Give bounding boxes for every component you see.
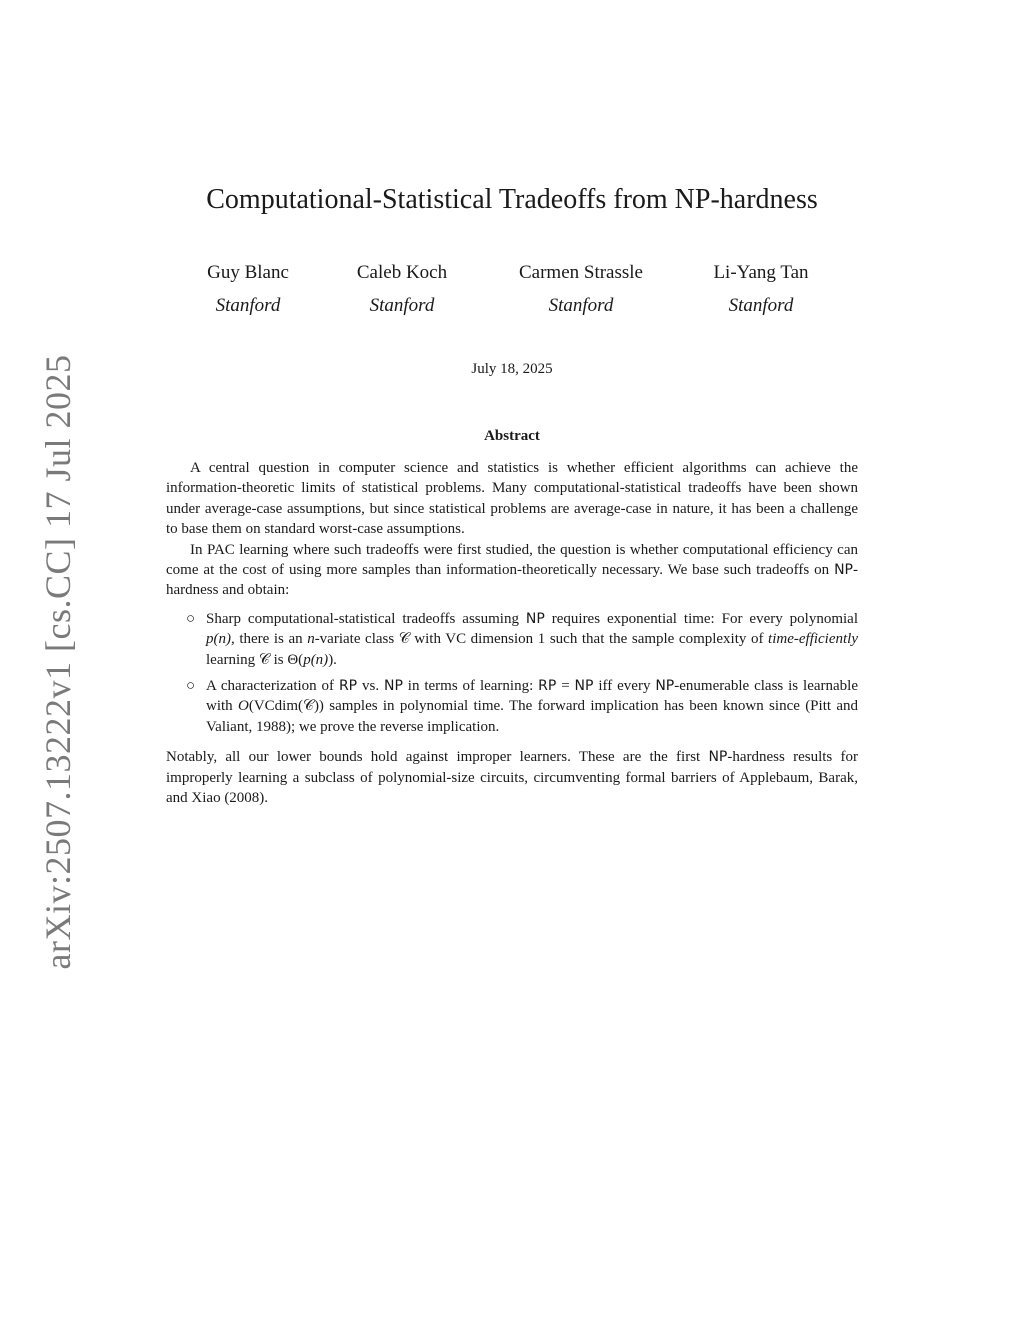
circle-bullet-icon: ○	[186, 678, 196, 695]
author-block	[357, 260, 447, 326]
author-name: Guy Blanc	[207, 262, 289, 283]
publication-date: July 18, 2025	[471, 361, 553, 377]
author-block	[207, 260, 289, 326]
abstract-paragraph: A central question in computer science and statistics is whether efficient algorithms can achieve the information-theoretic limits of statistical problems. Many computational-statistical tradeoffs have been shown under average-case assumptions, but since statistical problems are average-case in nature, it has been a challenge to base them on standard worst-case assumptions.	[166, 460, 858, 538]
author-name: Li-Yang Tan	[713, 262, 809, 283]
author-affiliation: Stanford	[548, 295, 614, 316]
abstract-heading: Abstract	[484, 428, 540, 444]
abstract-paragraph: In PAC learning where such tradeoffs were first studied, the question is whether computational efficiency can come at the cost of using more samples than information-theoretically necessary. We base such tradeoffs on NP-hardness and obtain:	[166, 541, 858, 599]
arxiv-identifier: arXiv:2507.13222v1 [cs.CC] 17 Jul 2025	[38, 354, 78, 970]
result-list	[166, 609, 858, 737]
author-affiliation: Stanford	[369, 295, 435, 316]
author-affiliation: Stanford	[215, 295, 281, 316]
author-name: Caleb Koch	[356, 262, 448, 283]
result-item: ○ A characterization of RP vs. NP in terms of learning: RP = NP iff every NP-enumerable class is learnable with O(VCdim(𝒞)) samples in polynomial time. The forward implication has been known since (Pitt and Valiant, 1988); we prove the reverse implication.	[186, 678, 858, 735]
abstract-body	[166, 458, 858, 809]
abstract-paragraph: Notably, all our lower bounds hold against improper learners. These are the first NP-hardness results for improperly learning a subclass of polynomial-size circuits, circumventing formal barriers of Applebaum, Barak, and Xiao (2008).	[166, 749, 858, 807]
author-name: Carmen Strassle	[518, 262, 644, 283]
author-block	[519, 260, 643, 326]
result-item: ○ Sharp computational-statistical tradeoffs assuming NP requires exponential time: For every polynomial p(n), there is an n-variate class 𝒞 with VC dimension 1 such that the sample complexity of time-efficiently learning 𝒞 is Θ(p(n)).	[186, 610, 859, 668]
paper-title: Computational-Statistical Tradeoffs from NP-hardness	[206, 184, 818, 215]
author-affiliation: Stanford	[728, 295, 794, 316]
author-block	[713, 260, 808, 326]
circle-bullet-icon: ○	[186, 610, 196, 627]
